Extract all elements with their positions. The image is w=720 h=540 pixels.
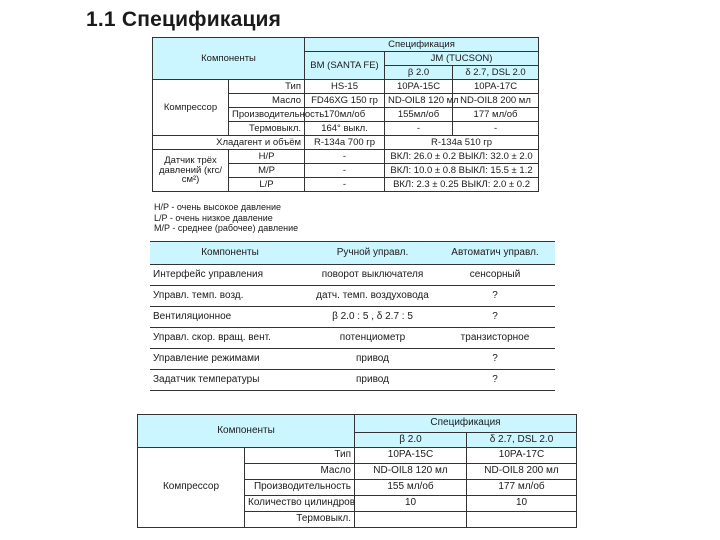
cell: ND-OIL8 120 мл (385, 94, 453, 108)
cell: - (453, 122, 539, 136)
row-label: Термовыкл. (229, 122, 305, 136)
note-line: L/P - очень низкое давление (154, 212, 273, 223)
engine-delta-header: δ 2.7, DSL 2.0 (467, 433, 577, 448)
cell: - (385, 122, 453, 136)
cell: 10 (467, 496, 577, 512)
cell: ND-OIL8 200 мл (467, 464, 577, 480)
cell (355, 512, 467, 528)
engine-delta-header: δ 2.7, DSL 2.0 (453, 66, 539, 80)
cell: 155 мл/об (355, 480, 467, 496)
cell: 10PA-15C (355, 448, 467, 464)
row-label: Интерфейс управления (150, 265, 310, 286)
cell: привод (310, 349, 435, 370)
cell: 177 мл/об (453, 108, 539, 122)
components-header: Компоненты (138, 415, 355, 448)
cell: - (305, 150, 385, 164)
row-label: Тип (229, 80, 305, 94)
cell: ? (435, 307, 555, 328)
cell: поворот выключателя (310, 265, 435, 286)
cell: ВКЛ: 2.3 ± 0.25 ВЫКЛ: 2.0 ± 0.2 (385, 178, 539, 192)
row-label: Управл. темп. возд. (150, 286, 310, 307)
row-label: Термовыкл. (245, 512, 355, 528)
components-header: Компоненты (153, 38, 305, 80)
note-line: H/P - очень высокое давление (154, 202, 281, 212)
refrigerant-label: Хладагент и объём (153, 136, 305, 150)
compressor-label: Компрессор (153, 80, 229, 136)
row-label: Производительность (245, 480, 355, 496)
cell: 155мл/об (385, 108, 453, 122)
cell: ? (435, 349, 555, 370)
control-comparison-table (150, 241, 555, 391)
cell: датч. темп. воздуховода (310, 286, 435, 307)
cell: R-134a 510 гр (385, 136, 539, 150)
note-line: M/P - среднее (рабочее) давление (154, 223, 299, 233)
cell: транзисторное (435, 328, 555, 349)
spec-header: Спецификация (355, 415, 577, 433)
row-label: Управление режимами (150, 349, 310, 370)
cell: β 2.0 : 5 , δ 2.7 : 5 (310, 307, 435, 328)
engine-beta-header: β 2.0 (385, 66, 453, 80)
row-label: L/P (229, 178, 305, 192)
row-label: M/P (229, 164, 305, 178)
cell: 10PA-17C (467, 448, 577, 464)
cell: ВКЛ: 26.0 ± 0.2 ВЫКЛ: 32.0 ± 2.0 (385, 150, 539, 164)
row-label: Задатчик температуры (150, 370, 310, 391)
cell: 177 мл/об (467, 480, 577, 496)
cell: ND-OIL8 200 мл (453, 94, 539, 108)
row-label: Вентиляционное (150, 307, 310, 328)
pressure-notes (154, 202, 298, 234)
model-bm-header: BM (SANTA FE) (305, 52, 385, 80)
cell: R-134a 700 гр (305, 136, 385, 150)
row-label: Масло (229, 94, 305, 108)
cell: 164° выкл. (305, 122, 385, 136)
page-title: 1.1 Спецификация (86, 8, 282, 31)
row-label: Производительность (229, 108, 305, 122)
cell: потенциометр (310, 328, 435, 349)
col-header: Ручной управл. (310, 242, 435, 265)
engine-beta-header: β 2.0 (355, 433, 467, 448)
compressor-label: Компрессор (138, 448, 245, 528)
row-label: Количество цилиндров (245, 496, 355, 512)
col-header: Автоматич управл. (435, 242, 555, 265)
cell: ? (435, 286, 555, 307)
cell: FD46XG 150 гр (305, 94, 385, 108)
cell: привод (310, 370, 435, 391)
row-label: Масло (245, 464, 355, 480)
cell: ВКЛ: 10.0 ± 0.8 ВЫКЛ: 15.5 ± 1.2 (385, 164, 539, 178)
row-label: H/P (229, 150, 305, 164)
cell: ? (435, 370, 555, 391)
model-jm-header: JM (TUCSON) (385, 52, 539, 66)
spec-header: Спецификация (305, 38, 539, 52)
col-header: Компоненты (150, 242, 310, 265)
cell: - (305, 178, 385, 192)
cell: 10PA-17C (453, 80, 539, 94)
cell: ND-OIL8 120 мл (355, 464, 467, 480)
spec-table-compressor-jm (137, 414, 577, 528)
row-label: Управл. скор. вращ. вент. (150, 328, 310, 349)
cell: - (305, 164, 385, 178)
cell: 10PA-15C (385, 80, 453, 94)
cell: 10 (355, 496, 467, 512)
cell: сенсорный (435, 265, 555, 286)
spec-table-compressor-bm-jm (152, 37, 539, 192)
cell: HS-15 (305, 80, 385, 94)
pressure-sensor-label: Датчик трёх давлений (кгс/см²) (153, 150, 229, 192)
cell (467, 512, 577, 528)
row-label: Тип (245, 448, 355, 464)
cell: 170мл/об (305, 108, 385, 122)
